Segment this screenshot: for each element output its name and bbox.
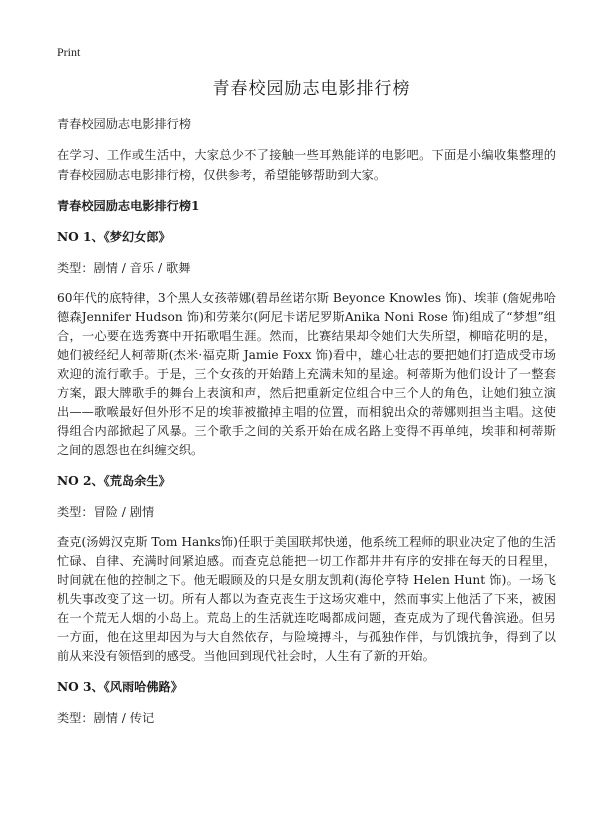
movie-1-genre: 类型：剧情 / 音乐 / 歌舞 [57, 261, 191, 275]
movie-2-heading: NO 2、《荒岛余生》 [57, 474, 171, 488]
movie-3-heading: NO 3、《风雨哈佛路》 [57, 680, 183, 694]
movie-3-genre: 类型：剧情 / 传记 [57, 711, 155, 725]
page-title: 青春校园励志电影排行榜 [212, 79, 411, 99]
movie-1-description: 60年代的底特律，3个黑人女孩蒂娜(碧昂丝诺尔斯 Beyonce Knowles 饰)、埃菲 (詹妮弗哈德森Jennifer Hudson 饰)和劳莱尔(阿尼卡诺尼罗斯Anika Noni Rose 饰)组成了“梦想”组合，一心要在选秀赛中开拓歌唱生涯。然而，比赛结果却令她们大失所望，柳暗花明的是，她们被经纪人柯蒂斯(杰米·福克斯 Jamie Foxx 饰)看中，雄心壮志的要把她们打造成受市场欢迎的流行歌手。于是，三个女孩的开始踏上充满未知的星途。柯蒂斯为他们设计了一整套方案，跟大牌歌手的舞台上表演和声，然后把重新定位组合中三个人的角色，让她们独立演出——歌喉最好但外形不足的埃菲被撤掉主唱的位置，而相貌出众的蒂娜则担当主唱。这使得组合内部掀起了风暴。三个歌手之间的关系开始在成名路上变得不再单纯，埃菲和柯蒂斯之间的恩怨也在纠缠交织。 [57, 291, 556, 457]
movie-2-description: 查克(汤姆汉克斯 Tom Hanks饰)任职于美国联邦快递，他系统工程师的职业决定了他的生活忙碌、自律、充满时间紧迫感。而查克总能把一切工作都井井有序的安排在每天的日程里，时间就在他的控制之下。他无暇顾及的只是女朋友凯莉(海伦亨特 Helen Hunt 饰)。一场飞机失事改变了这一切。所有人都以为查克丧生于这场灾难中，然而事实上他活了下来，被困在一个荒无人烟的小岛上。荒岛上的生活就连吃喝都成问题，查克成为了现代鲁滨逊。但另一方面，他在这里却因为与大自然依存，与险境搏斗，与孤独作伴，与饥饿抗争，得到了以前从来没有领悟到的感受。当他回到现代社会时，人生有了新的开始。 [57, 535, 556, 663]
intro-paragraph: 在学习、工作或生活中，大家总少不了接触一些耳熟能详的电影吧。下面是小编收集整理的青春校园励志电影排行榜，仅供参考，希望能够帮助到大家。 [57, 148, 556, 182]
list-heading: 青春校园励志电影排行榜1 [57, 199, 200, 213]
movie-1-heading: NO 1、《梦幻女郎》 [57, 230, 171, 244]
article-subtitle: 青春校园励志电影排行榜 [57, 117, 192, 131]
movie-2-genre: 类型：冒险 / 剧情 [57, 505, 155, 519]
print-link[interactable]: Print [57, 45, 81, 59]
